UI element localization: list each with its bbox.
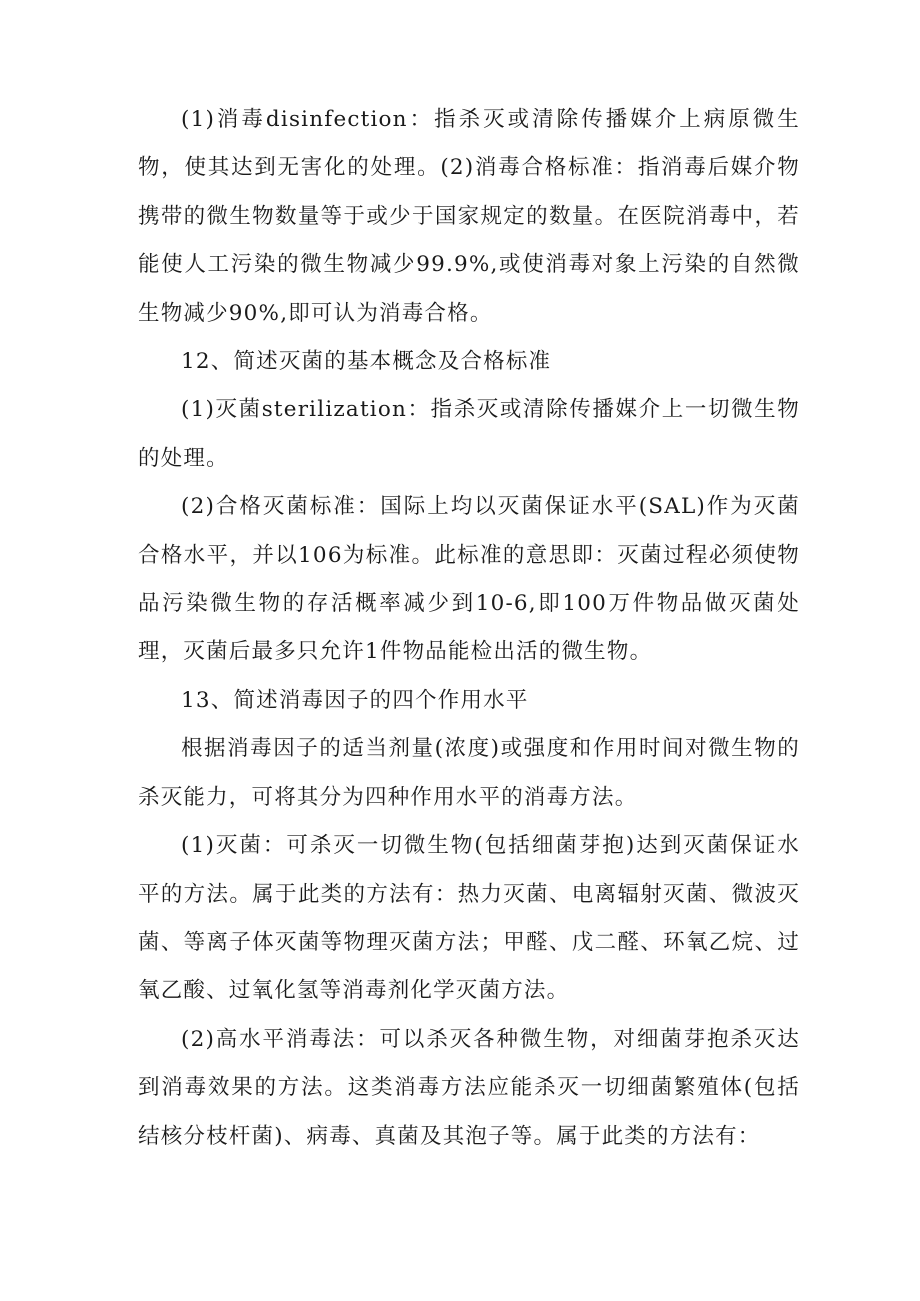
- heading-question-12: 12、简述灭菌的基本概念及合格标准: [181, 349, 552, 375]
- paragraph-sterilization-standard: (2)合格灭菌标准：国际上均以灭菌保证水平(SAL)作为灭菌合格水平，并以106为标准。此标准的意思即：灭菌过程必须使物品污染微生物的存活概率减少到10-6,即100万件物品做灭菌处理，灭菌后最多只允许1件物品能检出活的微生物。: [138, 494, 800, 665]
- paragraph-level-sterilization: (1)灭菌：可杀灭一切微生物(包括细菌芽抱)达到灭菌保证水平的方法。属于此类的方法有：热力灭菌、电离辐射灭菌、微波灭菌、等离子体灭菌等物理灭菌方法；甲醛、戊二醛、环氧乙烷、过氧乙酸、过氧化氢等消毒剂化学灭菌方法。: [138, 833, 800, 1004]
- paragraph-sterilization-definition: (1)灭菌sterilization：指杀灭或清除传播媒介上一切微生物的处理。: [138, 397, 800, 471]
- paragraph-disinfection-definition: (1)消毒disinfection：指杀灭或清除传播媒介上病原微生物，使其达到无害化的处理。(2)消毒合格标准：指消毒后媒介物携带的微生物数量等于或少于国家规定的数量。在医院消毒中，若能使人工污染的微生物减少99.9%,或使消毒对象上污染的自然微生物减少90%,即可认为消毒合格。: [138, 107, 800, 326]
- document-body: [138, 96, 800, 1161]
- paragraph-level-high: (2)高水平消毒法：可以杀灭各种微生物，对细菌芽抱杀灭达到消毒效果的方法。这类消毒方法应能杀灭一切细菌繁殖体(包括结核分枝杆菌)、病毒、真菌及其泡子等。属于此类的方法有：: [138, 1026, 800, 1149]
- paragraph-four-levels-intro: 根据消毒因子的适当剂量(浓度)或强度和作用时间对微生物的杀灭能力，可将其分为四种作用水平的消毒方法。: [138, 736, 800, 810]
- heading-question-13: 13、简述消毒因子的四个作用水平: [181, 687, 529, 713]
